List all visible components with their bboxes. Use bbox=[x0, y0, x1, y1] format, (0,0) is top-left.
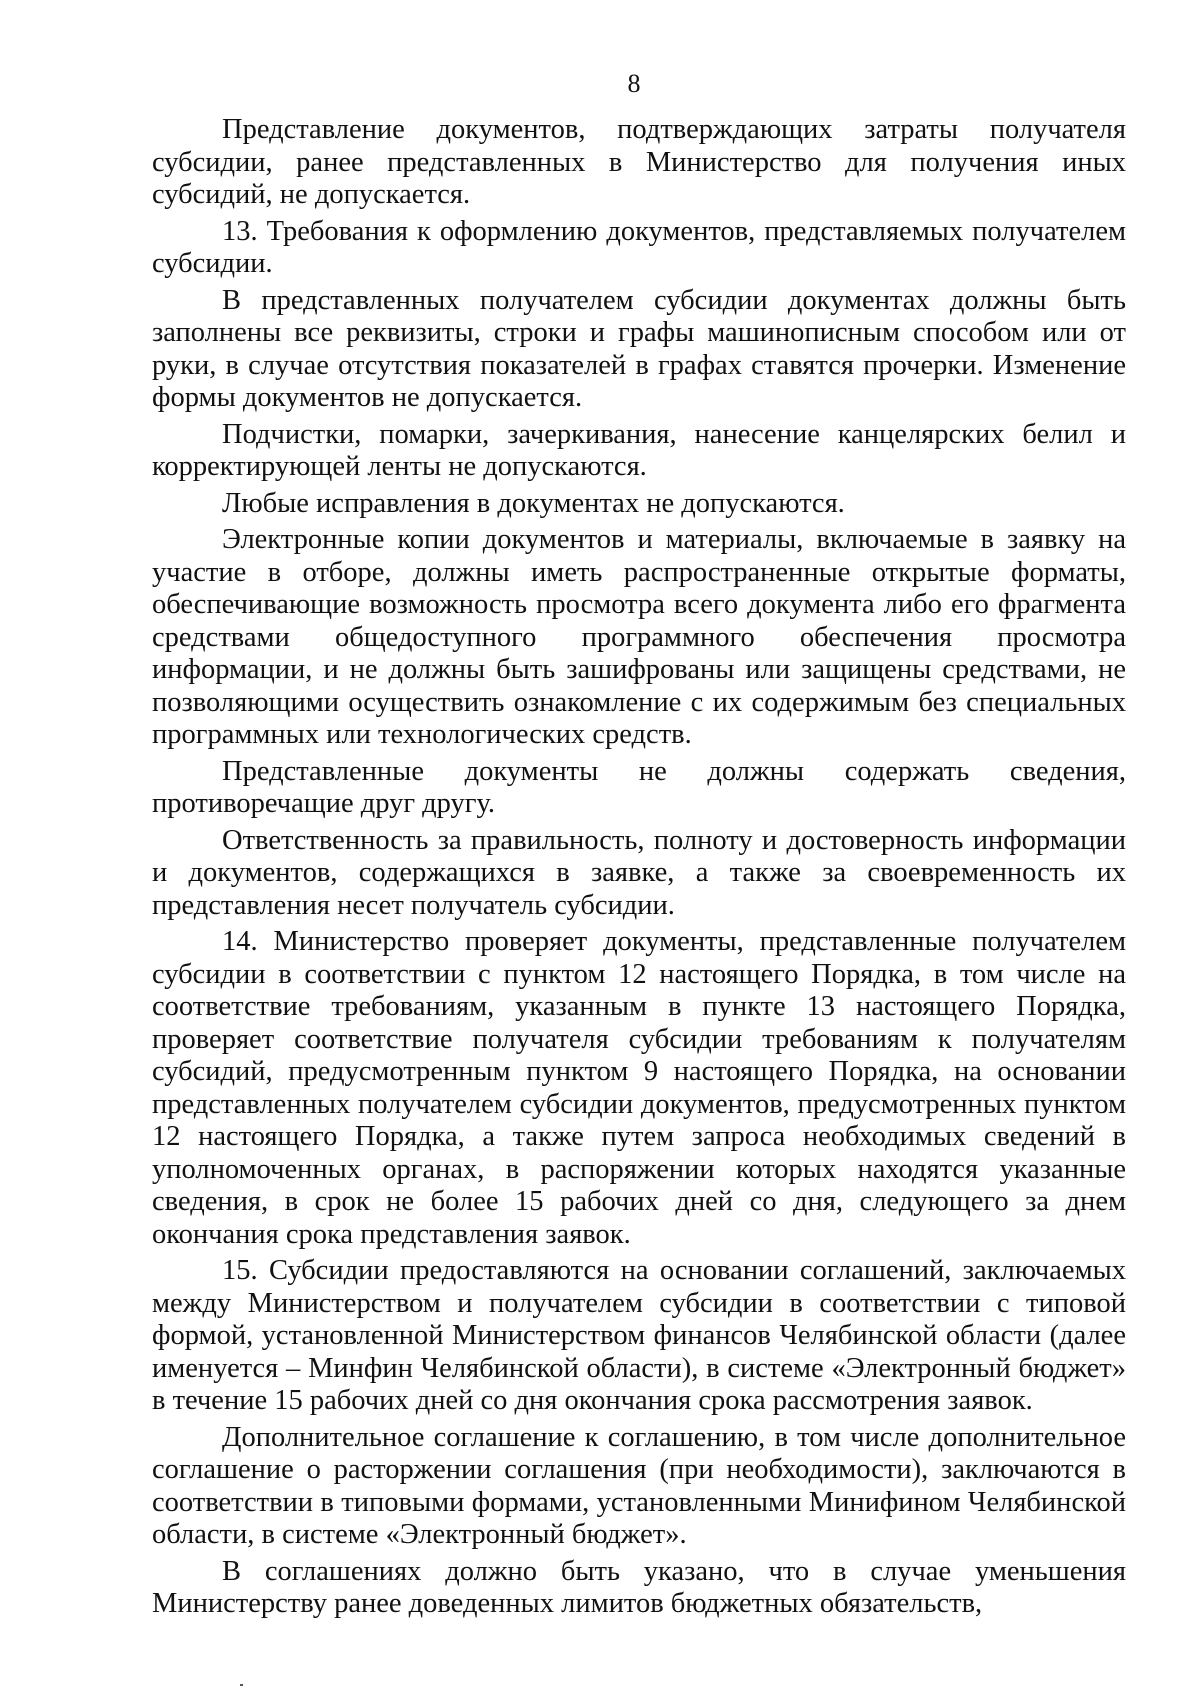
paragraph-no-erasures: Подчистки, помарки, зачеркивания, нанесение канцелярских белил и корректирующей ленты не допускаются. bbox=[152, 418, 1126, 482]
page-number: 8 bbox=[627, 69, 641, 98]
paragraph-13-heading: 13. Требования к оформлению документов, представляемых получателем субсидии. bbox=[152, 215, 1126, 279]
paragraph-no-corrections: Любые исправления в документах не допускаются. bbox=[222, 487, 845, 519]
paragraph-expense-docs: Представление документов, подтверждающих затраты получателя субсидии, ранее представленных в Министерство для получения иных субсидий, не допускается. bbox=[152, 114, 1126, 210]
paragraph-15: 15. Субсидии предоставляются на основании соглашений, заключаемых между Министерством и получателем субсидии в соответствии с типовой формой, установленной Министерством финансов Челябинской области (далее именуется – Минфин Челябинской области), в системе «Электронный бюджет» в течение 15 рабочих дней со дня окончания срока рассмотрения заявок. bbox=[152, 1255, 1126, 1416]
paragraph-no-contradictions: Представленные документы не должны содержать сведения, противоречащие друг другу. bbox=[152, 755, 1126, 819]
paragraph-responsibility: Ответственность за правильность, полноту и достоверность информации и документов, содержащихся в заявке, а также за своевременность их представления несет получатель субсидии. bbox=[152, 824, 1126, 921]
paragraph-14: 14. Министерство проверяет документы, представленные получателем субсидии в соответствии с пунктом 12 настоящего Порядка, в том числе на соответствие требованиям, указанным в пункте 13 настоящего Порядка, проверяет соответствие получателя субсидии требованиям к получателям субсидий, предусмотренным пунктом 9 настоящего Порядка, на основании представленных получателем субсидии документов, предусмотренных пунктом 12 настоящего Порядка, а также путем запроса необходимых сведений в уполномоченных органах, в распоряжении которых находятся указанные сведения, в срок не более 15 рабочих дней со дня, следующего за днем окончания срока представления заявок. bbox=[152, 926, 1126, 1250]
paragraph-additional-agreement: Дополнительное соглашение к соглашению, в том числе дополнительное соглашение о расторжении соглашения (при необходимости), заключаются в соответствии в типовыми формами, установленными Минифином Челябинской области, в системе «Электронный бюджет». bbox=[152, 1421, 1126, 1550]
paragraph-electronic-copies: Электронные копии документов и материалы, включаемые в заявку на участие в отборе, должны иметь распространенные открытые форматы, обеспечивающие возможность просмотра всего документа либо его фрагмента средствами общедоступного программного обеспечения просмотра информации, и не должны быть зашифрованы или защищены средствами, не позволяющими осуществить ознакомление с их содержимым без специальных программных или технологических средств. bbox=[152, 524, 1126, 750]
scan-speck bbox=[240, 1684, 243, 1686]
document-body bbox=[152, 114, 1126, 1621]
paragraph-requisites: В представленных получателем субсидии документах должны быть заполнены все реквизиты, строки и графы машинописным способом или от руки, в случае отсутствия показателей в графах ставятся прочерки. Изменение формы документов не допускается. bbox=[152, 284, 1126, 413]
paragraph-agreement-limits: В соглашениях должно быть указано, что в случае уменьшения Министерству ранее доведенных лимитов бюджетных обязательств, bbox=[152, 1555, 1126, 1619]
